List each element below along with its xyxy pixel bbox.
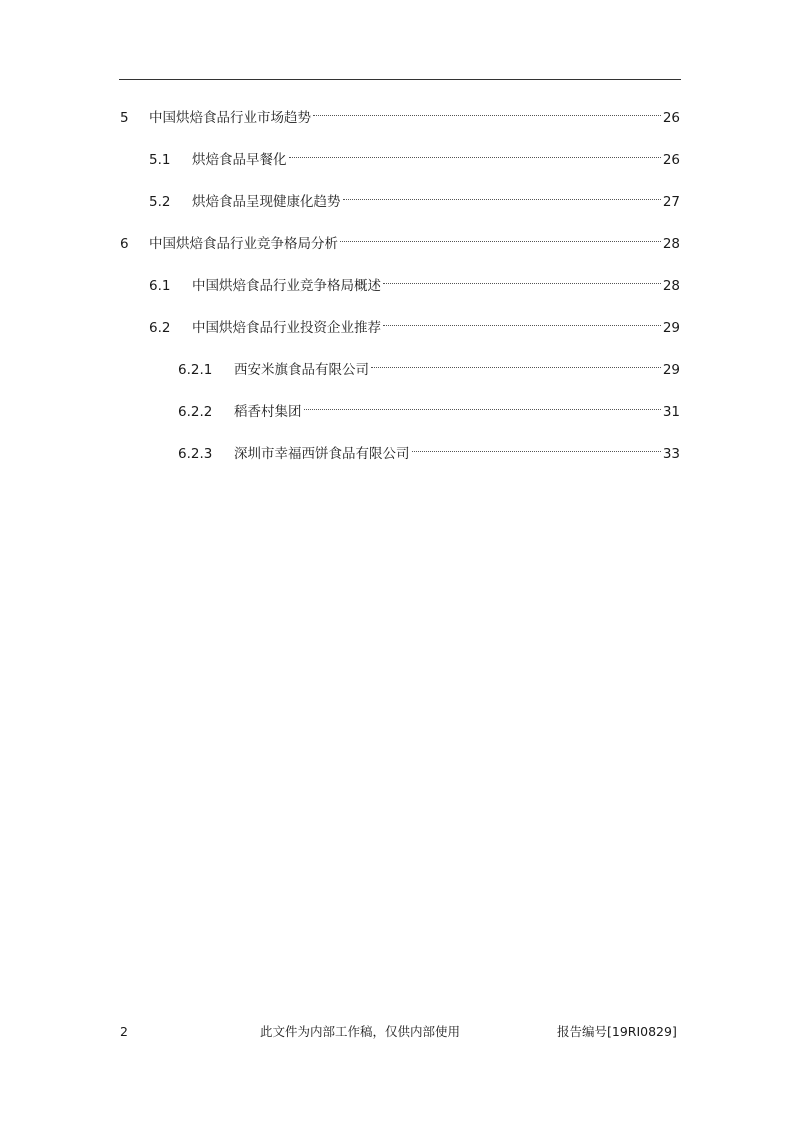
toc-leader [371, 367, 661, 368]
toc-entry-6[interactable] [120, 234, 680, 254]
toc-title: 烘焙食品呈现健康化趋势 [192, 194, 341, 210]
toc-leader [383, 325, 661, 326]
toc-leader [313, 115, 661, 116]
toc-leader [383, 283, 661, 284]
footer-page-number: 2 [120, 1024, 128, 1039]
toc-page: 26 [662, 152, 680, 168]
toc-number: 6.2.1 [178, 362, 213, 378]
toc-leader [304, 409, 661, 410]
toc-title: 稻香村集团 [234, 404, 302, 420]
toc-page: 29 [662, 362, 680, 378]
toc-title: 烘焙食品早餐化 [192, 152, 287, 168]
toc-title: 中国烘焙食品行业竞争格局概述 [192, 278, 381, 294]
toc-entry-5-2[interactable] [149, 192, 680, 212]
toc-number: 5 [120, 110, 129, 126]
toc-number: 5.2 [149, 194, 171, 210]
toc-title: 西安米旗食品有限公司 [234, 362, 369, 378]
toc-page: 27 [662, 194, 680, 210]
toc-page: 33 [662, 446, 680, 462]
toc-page: 26 [662, 110, 680, 126]
toc-entry-5[interactable] [120, 108, 680, 128]
toc-number: 5.1 [149, 152, 171, 168]
toc-title: 中国烘焙食品行业市场趋势 [149, 110, 311, 126]
footer-report-id: 报告编号[19RI0829] [557, 1024, 677, 1039]
toc-leader [340, 241, 661, 242]
toc-entry-5-1[interactable] [149, 150, 680, 170]
toc-page: 31 [662, 404, 680, 420]
toc-number: 6.2.2 [178, 404, 213, 420]
toc-number: 6.2.3 [178, 446, 213, 462]
toc-title: 深圳市幸福西饼食品有限公司 [234, 446, 410, 462]
toc-entry-6-1[interactable] [149, 276, 680, 296]
toc-number: 6.2 [149, 320, 171, 336]
toc-entry-6-2-1[interactable] [178, 360, 680, 380]
toc-leader [412, 451, 661, 452]
toc-entry-6-2[interactable] [149, 318, 680, 338]
toc-entry-6-2-3[interactable] [178, 444, 680, 464]
toc-page: 28 [662, 278, 680, 294]
toc-entry-6-2-2[interactable] [178, 402, 680, 422]
toc-leader [289, 157, 661, 158]
footer-notice: 此文件为内部工作稿，仅供内部使用 [260, 1024, 461, 1039]
toc-page: 28 [662, 236, 680, 252]
table-of-contents [0, 0, 800, 480]
toc-number: 6.1 [149, 278, 171, 294]
page-footer [0, 1020, 800, 1044]
toc-title: 中国烘焙食品行业竞争格局分析 [149, 236, 338, 252]
toc-page: 29 [662, 320, 680, 336]
toc-title: 中国烘焙食品行业投资企业推荐 [192, 320, 381, 336]
toc-number: 6 [120, 236, 129, 252]
toc-leader [343, 199, 661, 200]
